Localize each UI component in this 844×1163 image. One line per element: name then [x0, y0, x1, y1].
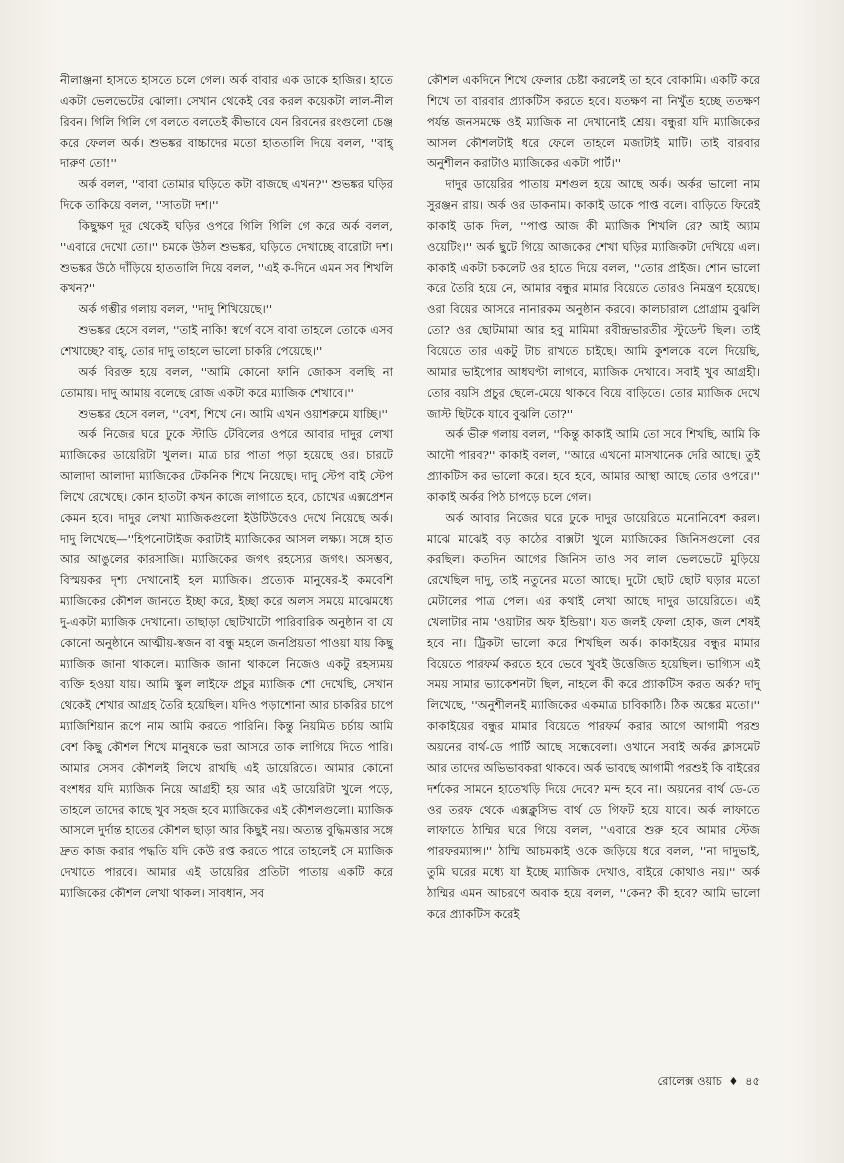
paragraph: অর্ক বিরক্ত হয়ে বলল, ''আমি কোনো ফানি জোকস বলছি না তোমায়। দাদু আমায় বলেছে রোজ একটা করে ম্যাজিক শেখাবে।'' — [60, 364, 393, 400]
paragraph: শুভঙ্কর হেসে বলল, ''তাই নাকি! স্বর্গে বসে বাবা তাহলে তোকে এসব শেখাচ্ছে? বাহ্‌, তোর দাদু তাহলে ভালো চাকরি পেয়েছে।'' — [60, 323, 393, 358]
paragraph: কিছুক্ষণ দূর থেকেই ঘড়ির ওপরে গিলি গিলি গে করে অর্ক বলল, ''এবারে দেখো তো।'' চমকে উঠল শুভঙ্কর, ঘড়িতে দেখাচ্ছে বারোটা দশ। শুভঙ্কর উঠে দাঁড়িয়ে হাততালি দিয়ে বলল, ''এই ক-দিনে এমন সব শিখলি কখন?'' — [60, 218, 393, 296]
page-number: ৪৫ — [745, 1074, 760, 1088]
paragraph: অর্ক ভীরু গলায় বলল, ''কিন্তু কাকাই আমি তো সবে শিখছি, আমি কি আদৌ পারব?'' কাকাই বলল, ''আরে এখনো মাসখানেক দেরি আছে। তুই প্র্যাকটিস কর ভালো করে। হবে হবে, আমার আস্থা আছে তোর ওপরে।'' কাকাই অর্কর পিঠ চাপড়ে চলে গেল। — [427, 427, 760, 504]
footer-title: রোলেক্স ওয়াচ — [657, 1074, 722, 1088]
paragraph: অর্ক গম্ভীর গলায় বলল, ''দাদু শিখিয়েছে।'' — [78, 302, 273, 317]
paragraph: দাদুর ডায়েরির পাতায় মশগুল হয়ে আছে অর্ক। অর্কর ভালো নাম সুরঞ্জন রায়। অর্ক ওর ডাকনাম। কাকাই ডাকে পাপ্ত বলে। বাড়িতে ফিরেই কাকাই ডাক দিল, ''পাপ্ত আজ কী ম্যাজিক শিখলি রে? আই অ্যাম ওয়েটিং।'' অর্ক ছুটে গিয়ে আজকের শেখা ঘড়ির ম্যাজিকটা দেখিয়ে এল। কাকাই একটা চকলেট ওর হাতে দিয়ে বলল, ''তোর প্রাইজ। শোন ভালো করে তৈরি হয়ে নে, আমার বন্ধুর মামার বিয়েতে তোরও নিমন্ত্রণ হয়েছে। ওরা বিয়ের আসরে নানারকম অনুষ্ঠান করবে। কালচারাল প্রোগ্রাম বুঝলি তো? ওর ছোটমামা আর হবু মামিমা রবীন্দ্রভারতীর স্টুডেন্ট ছিল। তাই বিয়েতে তার একটু টাচ রাখতে চাইছে। আমি কুশলকে বলে দিয়েছি, আমার ভাইপোর আধঘণ্টা লাগবে, ম্যাজিক দেখাবে। সবাই খুব আগ্রহী। তোর বয়সি প্রচুর ছেলে-মেয়ে থাকবে বিয়ে বাড়িতে। তোর ম্যাজিক দেখে জাস্ট ছিটকে যাবে বুঝলি তো?'' — [427, 177, 760, 421]
paragraph: কৌশল একদিনে শিখে ফেলার চেষ্টা করলেই তা হবে বোকামি। একটি করে শিখে তা বারবার প্র্যাকটিস করতে হবে। যতক্ষণ না নিখুঁত হচ্ছে ততক্ষণ পর্যন্ত জনসমক্ষে ওই ম্যাজিক না দেখানোই শ্রেয়। বন্ধুরা যদি ম্যাজিকের আসল কৌশলটাই ধরে ফেলে তাহলে মজাটাই মাটি। তাই বারবার অনুশীলন করাটাও ম্যাজিকের একটা পার্ট।'' — [427, 73, 760, 171]
page-footer — [600, 1073, 760, 1092]
left-text-column — [60, 70, 393, 904]
paragraph: শুভঙ্কর হেসে বলল, ''বেশ, শিখে নে। আমি এখন ওয়াশরুমে যাচ্ছি।'' — [78, 406, 388, 421]
paragraph: অর্ক বলল, ''বাবা তোমার ঘড়িতে কটা বাজছে এখন?'' শুভঙ্কর ঘড়ির দিকে তাকিয়ে বলল, ''সাতটা দশ।'' — [60, 177, 393, 213]
paragraph: অর্ক নিজের ঘরে ঢুকে স্টাডি টেবিলের ওপরে আবার দাদুর লেখা ম্যাজিকের ডায়েরিটা খুলল। মাত্র চার পাতা পড়া হয়েছে ওর। চারটে আলাদা আলাদা ম্যাজিকের টেকনিক শিখে নিয়েছে। দাদু স্টেপ বাই স্টেপ লিখে রেখেছে। কোন হাতটা কখন কাজে লাগাতে হবে, চোখের এক্সপ্রেশন কেমন হবে। দাদুর লেখা ম্যাজিকগুলো ইউটিউবেও দেখে নিয়েছে অর্ক। দাদু লিখেছে—''হিপনোটাইজ করাটাই ম্যাজিকের আসল লক্ষ্য। সঙ্গে হাত আর আঙুলের কারসাজি। ম্যাজিকের জগৎ রহস্যের জগৎ। অসম্ভব, বিস্ময়কর দৃশ্য দেখানোই হল ম্যাজিক। প্রত্যেক মানুষের-ই কমবেশি ম্যাজিকের কৌশল জানতে ইচ্ছা করে, ইচ্ছা করে অলস সময়ে মাঝেমধ্যে দু-একটা ম্যাজিক দেখানো। তাছাড়া ছোটখাটো পারিবারিক অনুষ্ঠান বা যে কোনো অনুষ্ঠানে আত্মীয়-স্বজন বা বন্ধু মহলে জনপ্রিয়তা পাওয়া যায় কিছু ম্যাজিক জানা থাকলে। ম্যাজিক জানা থাকলে নিজেও একটু রহস্যময় ব্যক্তি হওয়া যায়। আমি স্কুল লাইফে প্রচুর ম্যাজিক শো দেখেছি, সেখান থেকেই শেখার আগ্রহ তৈরি হয়েছিল। যদিও পড়াশোনা আর চাকরির চাপে ম্যাজিশিয়ান রূপে নাম আমি করতে পারিনি। কিন্তু নিয়মিত চর্চায় আমি বেশ কিছু কৌশল শিখে মানুষকে ভরা আসরে তাক লাগিয়ে দিতে পারি। আমার সেসব কৌশলই লিখে রাখছি এই ডায়েরিতে। আমার কোনো বংশধর যদি ম্যাজিক নিয়ে আগ্রহী হয় আর এই ডায়েরিটা খুলে পড়ে, তাহলে তাদের কাছে খুব সহজ হবে ম্যাজিকের এই কৌশলগুলো। ম্যাজিক আসলে দুর্দান্ত হাতের কৌশল ছাড়া আর কিছুই নয়। অত্যন্ত বুদ্ধিমত্তার সঙ্গে দ্রুত কাজ করার পদ্ধতি যদি কেউ রপ্ত করতে পারে তাহলেই সে ম্যাজিক দেখাতে পারবে। আমার এই ডায়েরির প্রতিটা পাতায় একটি করে ম্যাজিকের কৌশল লেখা থাকল। সাবধান, সব — [60, 427, 394, 900]
paragraph: অর্ক আবার নিজের ঘরে ঢুকে দাদুর ডায়েরিতে মনোনিবেশ করল। মাঝে মাঝেই বড় কাঠের বাক্সটা খুলে ম্যাজিকের জিনিসগুলো বের করছিল। কতদিন আগের জিনিস তাও সব লাল ভেলভেটে মুড়িয়ে রেখেছিল দাদু, তাই নতুনের মতো আছে। দুটো ছোট ছোট ঘড়ার মতো মেটালের পাত্র পেল। এর কথাই লেখা আছে দাদুর ডায়েরিতে। এই খেলাটার নাম 'ওয়াটার অফ ইন্ডিয়া'। যত জলই ফেলা হোক, জল শেষই হবে না। ট্রিকটা ভালো করে শিখছিল অর্ক। কাকাইয়ের বন্ধুর মামার বিয়েতে পারফর্ম করতে হবে ভেবে খুবই উত্তেজিত হয়েছিল। ভাগ্যিস এই সময় সামার ভ্যাকেশনটা ছিল, নাহলে কী করে প্র্যাকটিস করত অর্ক? দাদু লিখেছে, ''অনুশীলনই ম্যাজিকের একমাত্র চাবিকাঠি। ঠিক অঙ্কের মতো।'' কাকাইয়ের বন্ধুর মামার বিয়েতে পারফর্ম করার আগে আগামী পরশু অয়নের বার্থ-ডে পার্টি আছে সন্ধেবেলা। ওখানে সবাই অর্কর ক্লাসমেট আর তাদের অভিভাবকরা থাকবে। অর্ক ভাবছে আগামী পরশুই কি বাইরের দর্শকের সামনে হাতেখড়ি দিয়ে দেবে? মন্দ হবে না। অয়নের বার্থ ডে-তে ওর তরফ থেকে এক্সক্লুসিভ বার্থ ডে গিফট হয়ে যাবে। অর্ক লাফাতে লাফাতে ঠাম্মির ঘরে গিয়ে বলল, ''এবারে শুরু হবে আমার স্টেজ পারফরম্যান্স।'' ঠাম্মি আচমকাই ওকে জড়িয়ে ধরে বলল, ''না দাদুভাই, তুমি ঘরের মধ্যে যা ইচ্ছে ম্যাজিক দেখাও, বাইরে কোথাও নয়।'' অর্ক ঠাম্মির এমন আচরণে অবাক হয়ে বলল, ''কেন? কী হবে? আমি ভালো করে প্র্যাকটিস করেই — [427, 510, 760, 921]
diamond-separator-icon: ♦ — [728, 1075, 739, 1088]
paragraph: নীলাঞ্জনা হাসতে হাসতে চলে গেল। অর্ক বাবার এক ডাকে হাজির। হাতে একটা ভেলভেটের ঝোলা। সেখান থেকেই বের করল কয়েকটা লাল-নীল রিবন। গিলি গিলি গে বলতে বলতেই কীভাবে যেন রিবনের রংগুলো চেঞ্জ করে ফেলল অর্ক। শুভঙ্কর বাচ্চাদের মতো হাততালি দিয়ে বলল, ''বাহ্‌ দারুণ তো!'' — [60, 73, 393, 171]
right-text-column — [427, 70, 760, 925]
